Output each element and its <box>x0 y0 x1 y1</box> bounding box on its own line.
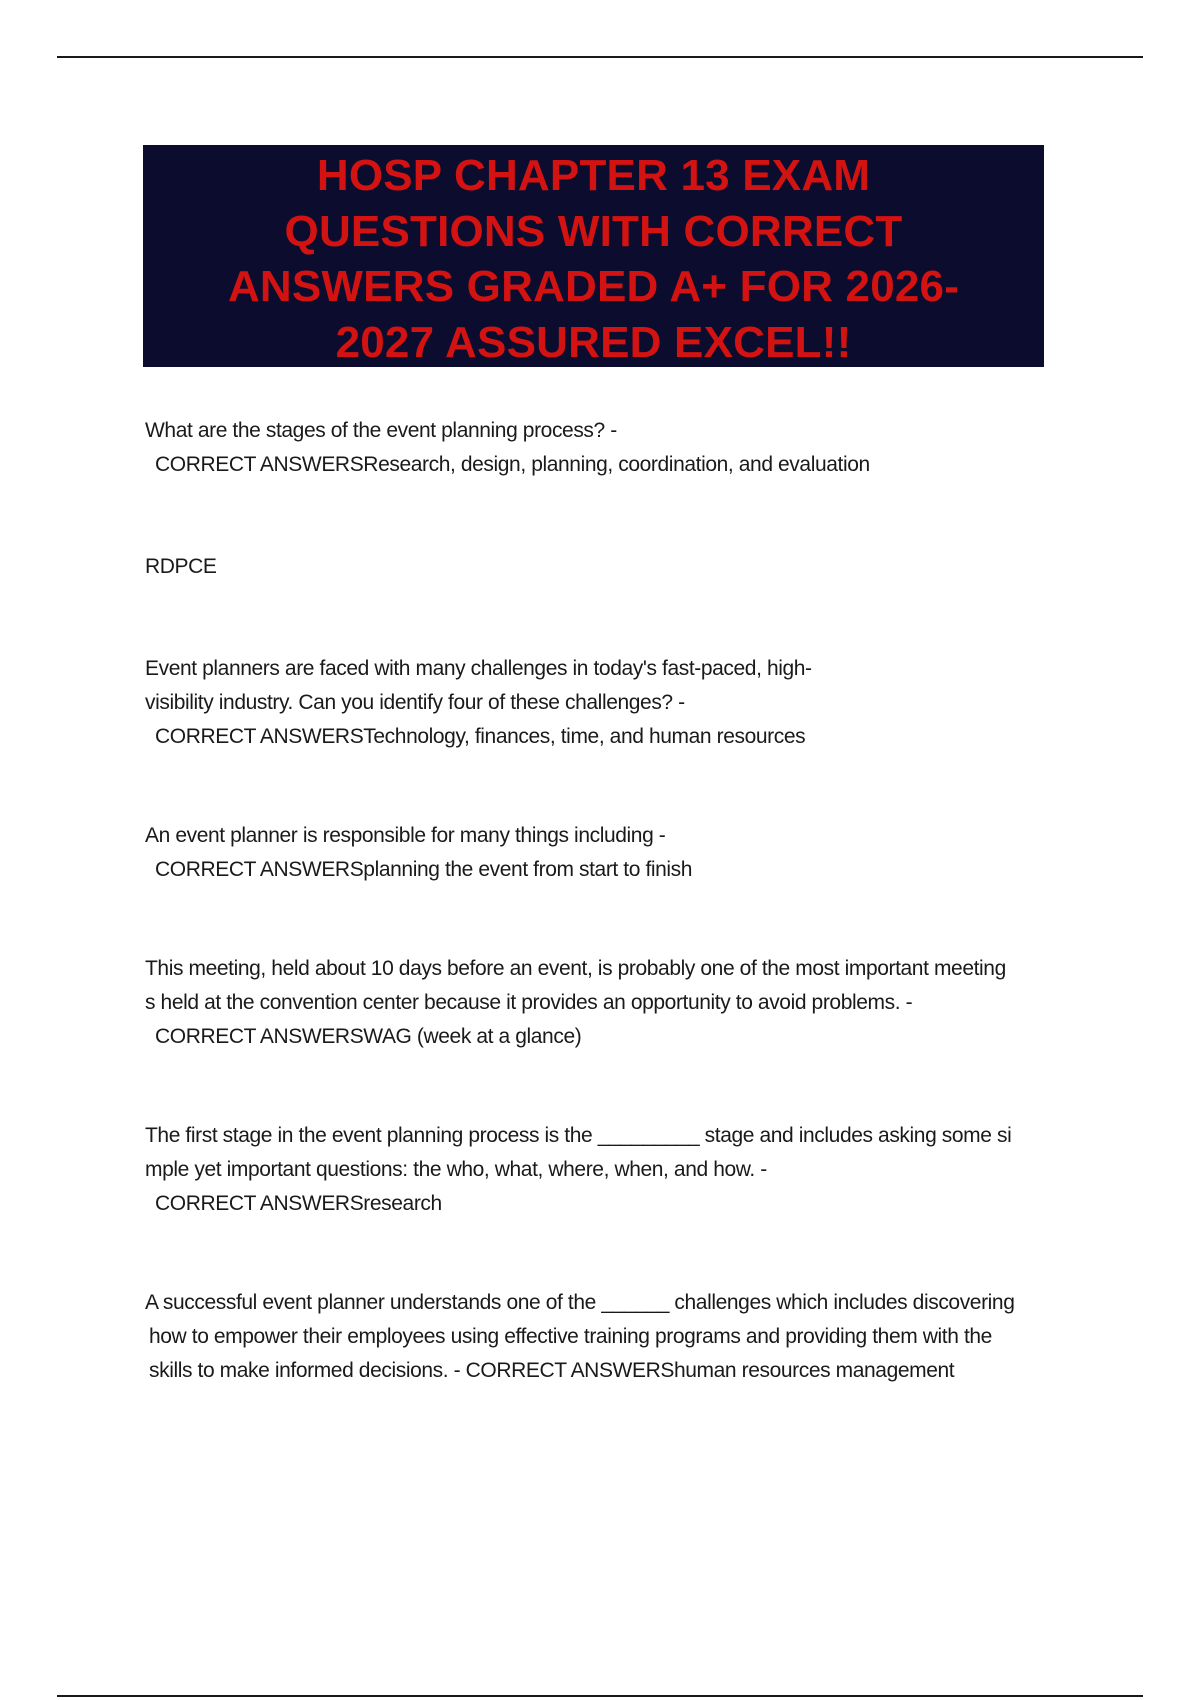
answer-text: CORRECT ANSWERSTechnology, finances, time, and human resources <box>155 725 806 748</box>
question-text: An event planner is responsible for many things including - <box>145 824 666 847</box>
qa-list <box>145 414 1095 1388</box>
qa-item-stages <box>145 414 1095 482</box>
question-text: Event planners are faced with many challenges in today's fast-paced, high- <box>145 657 812 680</box>
document-title <box>163 148 1024 370</box>
question-text: A successful event planner understands one of the ______ challenges which includes discovering <box>145 1291 1015 1314</box>
title-line: QUESTIONS WITH CORRECT <box>284 206 903 256</box>
qa-item-hr <box>145 1286 1095 1388</box>
note-text: RDPCE <box>145 555 217 578</box>
title-line: ANSWERS GRADED A+ FOR 2026- <box>227 262 960 311</box>
qa-item-first-stage <box>145 1119 1095 1221</box>
answer-text: CORRECT ANSWERSplanning the event from start to finish <box>155 858 693 881</box>
title-line: 2027 ASSURED EXCEL!! <box>335 317 852 367</box>
qa-item-challenges <box>145 652 1095 754</box>
answer-text: CORRECT ANSWERSWAG (week at a glance) <box>155 1025 582 1048</box>
question-text: This meeting, held about 10 days before an event, is probably one of the most important meeting <box>145 957 1006 980</box>
note-acronym <box>145 550 1095 584</box>
title-banner <box>143 145 1044 367</box>
answer-text: CORRECT ANSWERSresearch <box>155 1192 442 1215</box>
question-text: visibility industry. Can you identify four of these challenges? - <box>145 691 685 714</box>
qa-item-meeting <box>145 952 1095 1054</box>
qa-item-responsibility <box>145 819 1095 887</box>
question-text: What are the stages of the event planning process? - <box>145 419 617 442</box>
question-text: how to empower their employees using effective training programs and providing them with the <box>149 1325 992 1348</box>
question-text: The first stage in the event planning process is the _________ stage and includes asking some si <box>145 1124 1012 1147</box>
question-answer-text: skills to make informed decisions. - CORRECT ANSWERShuman resources management <box>149 1359 955 1382</box>
question-text: mple yet important questions: the who, what, where, when, and how. - <box>145 1158 767 1181</box>
answer-text: CORRECT ANSWERSResearch, design, planning, coordination, and evaluation <box>155 453 870 476</box>
question-text: s held at the convention center because it provides an opportunity to avoid problems. - <box>145 991 913 1014</box>
title-line: HOSP CHAPTER 13 EXAM <box>316 151 871 200</box>
bottom-rule <box>57 1695 1143 1697</box>
top-rule <box>57 56 1143 58</box>
